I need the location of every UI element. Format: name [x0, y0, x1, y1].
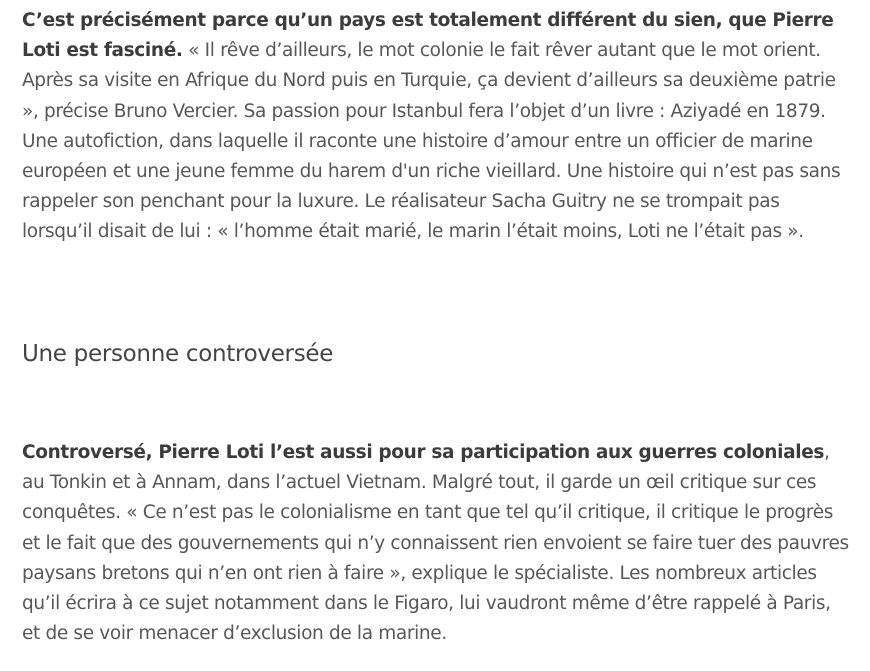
paragraph-lead-bold: C’est précisément parce qu’un pays est totalement différent du sien, que Pierre Loti est fasciné.: [22, 10, 834, 62]
section-heading: Une personne controversée: [22, 341, 334, 367]
paragraph-text: « Il rêve d’ailleurs, le mot colonie le fait rêver autant que le mot orient. Après sa visite en Afrique du Nord puis en Turquie, ça devient d’ailleurs sa deuxième patrie », précise Bruno Vercier. Sa passion pour Istanbul fera l’objet d’un livre : Aziyadé en 1879. Une autofiction, dans laquelle il raconte une histoire d’amour entre un officier de marine européen et une jeune femme du harem d'un riche vieillard. Une histoire qui n’est pas sans rappeler son penchant pour la luxure. Le réalisateur Sacha Guitry ne se trompait pas lorsqu’il disait de lui : « l’homme était marié, le marin l’était moins, Loti ne l’était pas ».: [22, 40, 841, 243]
article-body: [22, 6, 852, 645]
paragraph-controversy: [22, 438, 852, 649]
paragraph-lead-bold: Controversé, Pierre Loti l’est aussi pour sa participation aux guerres coloniales: [22, 442, 825, 463]
paragraph-text: , au Tonkin et à Annam, dans l’actuel Vietnam. Malgré tout, il garde un œil critique sur ces conquêtes. « Ce n’est pas le colonialisme en tant que tel qu’il critique, il critique le progrès et le fait que des gouvernements qui n’y connaissent rien envoient se faire tuer des pauvres paysans bretons qui n’en ont rien à faire », explique le spécialiste. Les nombreux articles qu’il écrira à ce sujet notamment dans le Figaro, lui vaudront même d’être rappelé à Paris, et de se voir menacer d’exclusion de la marine.: [22, 442, 849, 645]
paragraph-loti-fascination: [22, 6, 852, 248]
